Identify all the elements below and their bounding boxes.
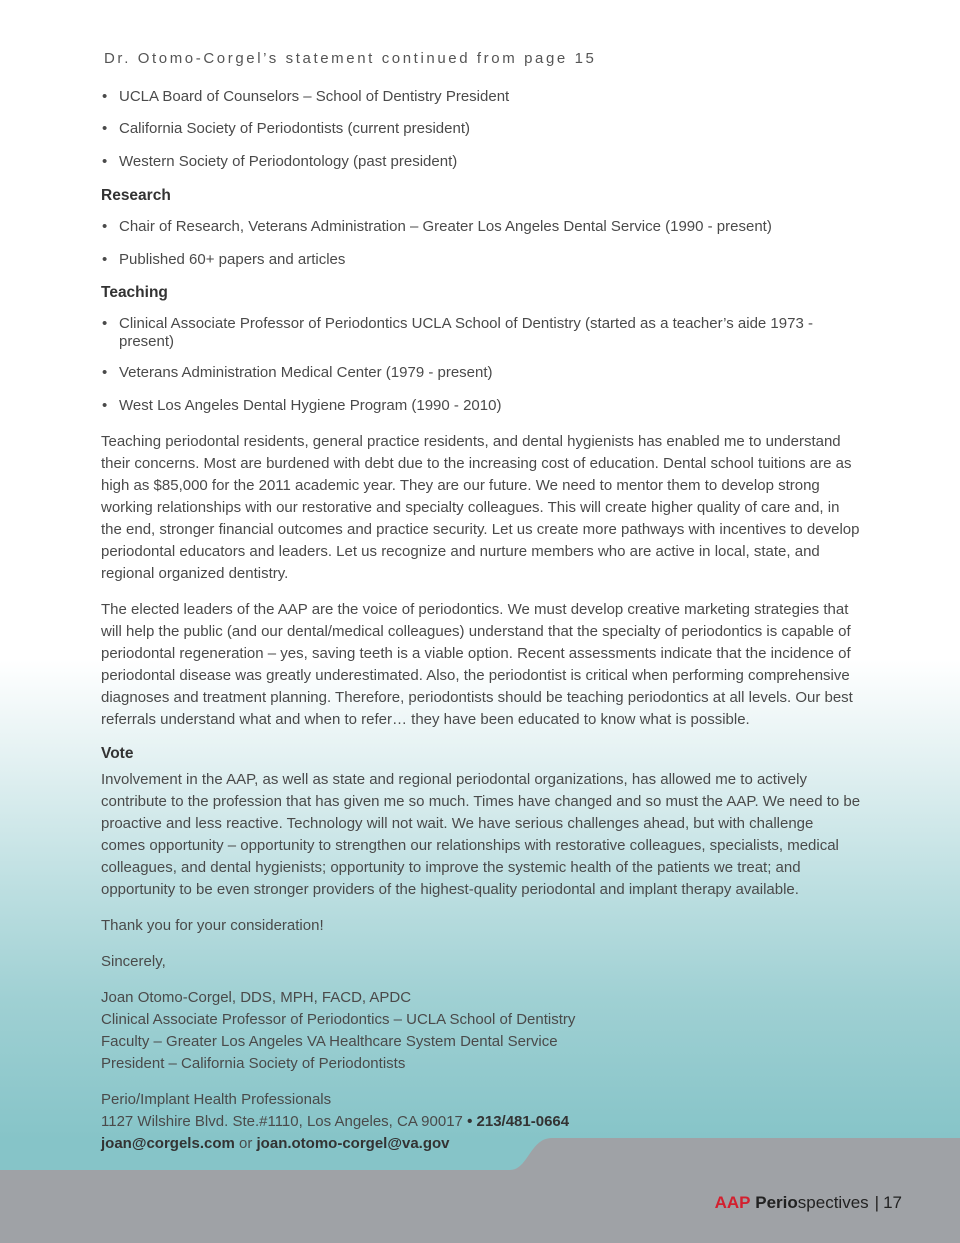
bullet-icon: • bbox=[102, 364, 108, 381]
list-item: • West Los Angeles Dental Hygiene Program (1990 - 2010) bbox=[102, 397, 502, 414]
list-item: • California Society of Periodontists (current president) bbox=[102, 120, 470, 137]
thanks-line: Thank you for your consideration! bbox=[101, 917, 324, 934]
page-footer bbox=[715, 1193, 902, 1213]
bullet-icon: • bbox=[102, 120, 108, 137]
list-item: • UCLA Board of Counselors – School of Dentistry President bbox=[102, 88, 510, 105]
vote-paragraph: Involvement in the AAP, as well as state and regional periodontal organizations, has allowed me to actively contribute to the profession that has given me so much. Times have changed and so must the AAP. We need to be proactive and less reactive. Technology will not wait. We have serious challenges ahead, but with challenge comes opportunity – opportunity to strengthen our relationships with restorative colleagues, specialists, medical colleagues, and dental hygienists; opportunity to improve the systemic health of the patients we treat; and opportunity to be even stronger providers of the highest-quality periodontal and implant therapy available. bbox=[101, 771, 861, 898]
leadership-list bbox=[101, 88, 861, 171]
address: 1127 Wilshire Blvd. Ste.#1110, Los Angeles, CA 90017 bbox=[101, 1113, 463, 1130]
page-number: 17 bbox=[883, 1193, 902, 1212]
footer-separator: | bbox=[874, 1193, 880, 1212]
bullet-icon: • bbox=[102, 88, 108, 105]
footer-band-shape bbox=[0, 1138, 960, 1243]
list-item: • Clinical Associate Professor of Periodontics UCLA School of Dentistry (started as a teacher’s aide 1973 - present) bbox=[102, 315, 813, 350]
teaching-list bbox=[101, 315, 861, 415]
teaching-paragraph: Teaching periodontal residents, general practice residents, and dental hygienists has enabled me to understand their concerns. Most are burdened with debt due to the increasing cost of education. Dental school tuitions are as high as $85,000 for the 2011 academic year. They are our future. We need to mentor them to develop strong working relationships with our restorative and specialty colleagues. This will create higher quality of care and, in the end, stronger financial outcomes and practice security. Let us create more pathways with incentives to develop periodontal educators and leaders. Let us recognize and nurture members who are active in local, state, and regional organized dentistry. bbox=[101, 433, 860, 582]
leaders-paragraph: The elected leaders of the AAP are the voice of periodontics. We must develop creative marketing strategies that will help the public (and our dental/medical colleagues) understand that the specialty of periodontics is capable of periodontal regeneration – yes, saving teeth is a viable option. Recent assessments indicate that the incidence of periodontal disease was greatly underestimated. Also, the periodontist is critical when performing comprehensive diagnoses and treatment planning. Therefore, periodontists should be teaching periodontics at all levels. Our best referrals understand what and when to refer… they have been educated to know what is possible. bbox=[101, 601, 853, 728]
research-list bbox=[101, 218, 861, 269]
sincerely-line: Sincerely, bbox=[101, 953, 166, 970]
signature-block bbox=[101, 987, 861, 1075]
bullet-icon: • bbox=[102, 218, 108, 235]
practice-name: Perio/Implant Health Professionals bbox=[101, 1091, 332, 1108]
signature-title: Faculty – Greater Los Angeles VA Healthcare System Dental Service bbox=[101, 1033, 558, 1050]
address-line bbox=[101, 1111, 861, 1133]
continued-heading: Dr. Otomo-Corgel’s statement continued from page 15 bbox=[104, 50, 597, 67]
bullet-icon: • bbox=[102, 153, 108, 170]
page-content bbox=[101, 50, 861, 1155]
list-item: • Published 60+ papers and articles bbox=[102, 251, 346, 268]
vote-heading: Vote bbox=[101, 745, 134, 762]
or-text: or bbox=[239, 1135, 253, 1152]
aap-brand: AAP bbox=[714, 1193, 751, 1212]
list-item: • Chair of Research, Veterans Administration – Greater Los Angeles Dental Service (1990 - present) bbox=[102, 218, 772, 235]
periospectives-title: Periospectives bbox=[755, 1193, 869, 1212]
list-item: • Western Society of Periodontology (past president) bbox=[102, 153, 458, 170]
phone-number: 213/481-0664 bbox=[476, 1113, 570, 1130]
bullet-icon: • bbox=[102, 251, 108, 268]
signature-title: President – California Society of Periodontists bbox=[101, 1055, 406, 1072]
bullet-separator: • bbox=[467, 1113, 473, 1130]
email-link[interactable]: joan@corgels.com bbox=[101, 1135, 235, 1152]
bullet-icon: • bbox=[102, 315, 108, 332]
signature-name: Joan Otomo-Corgel, DDS, MPH, FACD, APDC bbox=[101, 989, 412, 1006]
teaching-heading: Teaching bbox=[101, 284, 168, 301]
bullet-icon: • bbox=[102, 397, 108, 414]
research-heading: Research bbox=[101, 187, 171, 204]
list-item: • Veterans Administration Medical Center (1979 - present) bbox=[102, 364, 493, 381]
email-link[interactable]: joan.otomo-corgel@va.gov bbox=[256, 1135, 450, 1152]
signature-title: Clinical Associate Professor of Periodontics – UCLA School of Dentistry bbox=[101, 1011, 576, 1028]
